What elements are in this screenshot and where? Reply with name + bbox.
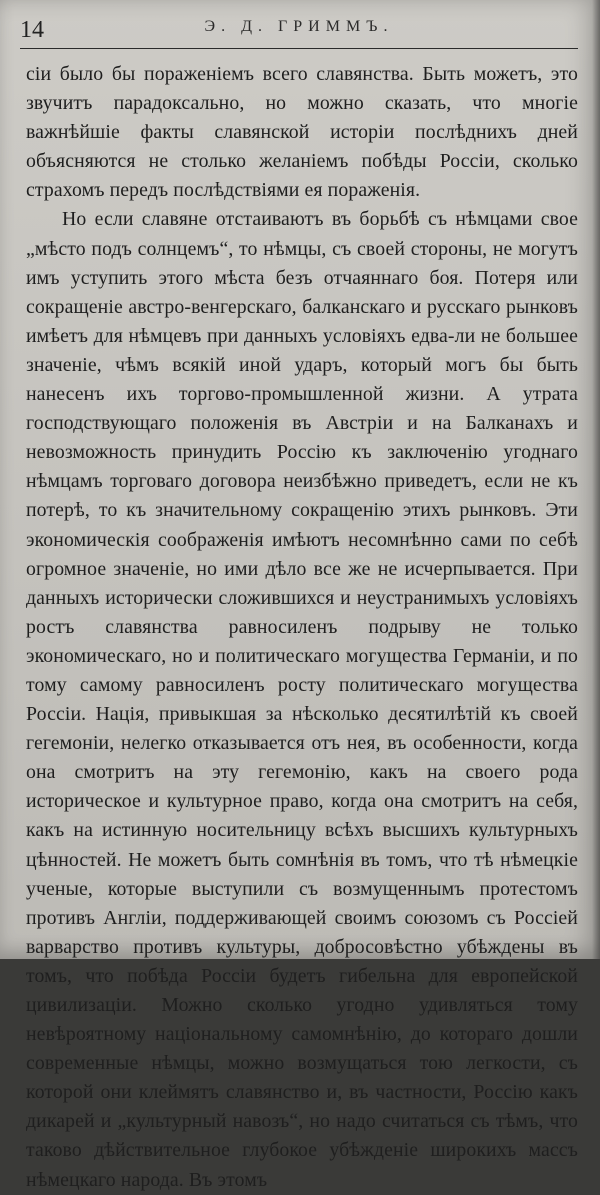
paragraph: Но если славяне отстаиваютъ въ борьбѣ съ нѣмцами свое „мѣсто подъ солнцемъ“, то нѣмцы, съ своей стороны, не могутъ имъ уступить этого мѣста безъ отчаяннаго боя. Потеря или сокращеніе австро-венгерскаго, балканскаго и русскаго рынковъ имѣетъ для нѣмцевъ при данныхъ условіяхъ едва-ли не большее значеніе, чѣмъ всякій иной ударъ, который могъ бы быть нанесенъ ихъ торгово-промышленной жизни. А утрата господствующаго положенія въ Австріи и на Балканахъ и невозможность принудить Россію къ заключенію угоднаго нѣмцамъ торговаго договора неизбѣжно приведетъ, если не къ потерѣ, то къ значительному сокращенію этихъ рынковъ. Эти экономическія соображенія имѣютъ несомнѣнно сами по себѣ огромное значеніе, но ими дѣло все же не исчерпывается. При данныхъ исторически сложившихся и неустранимыхъ условіяхъ ростъ славянства равносиленъ подрыву не только экономическаго, но и политическаго могущества Германіи, и по тому самому равносиленъ росту политическаго могущества Россіи. Нація, привыкшая за нѣсколько десятилѣтій къ своей гегемоніи, нелегко отказывается отъ нея, въ особенности, когда она смотритъ на эту гегемонію, какъ на своего рода историческое и культурное право, когда она смотритъ на себя, какъ на истинную носительницу всѣхъ высшихъ культурныхъ цѣнностей. Не можетъ быть сомнѣнія въ томъ, что тѣ нѣмецкіе ученые, которые выступили съ возмущеннымъ протестомъ противъ Англіи, поддерживающей своимъ союзомъ съ Россіей варварство противъ культуры, добросовѣстно убѣждены въ томъ, что побѣда Россіи будетъ гибельна для европейской цивилизаціи. Можно сколько угодно удивляться тому невѣроятному національному самомнѣнію, до котораго дошли современные нѣмцы, можно возмущаться тою легкости, съ которой они клеймятъ славянство и, въ частности, Россію какъ дикарей и „культурный навозъ“, но надо считаться съ тѣмъ, что таково дѣйствительное глубокое убѣжденіе широкихъ массъ нѣмецкаго народа. Въ этомъ (26, 208, 578, 1191)
page-number: 14 (20, 17, 44, 43)
running-head: Э. Д. ГРИММЪ. (204, 18, 394, 35)
body-text (26, 60, 578, 1195)
paragraph-continued: сіи было бы пораженіемъ всего славянства. Быть можетъ, это звучитъ парадоксально, но можно сказать, что многіе важнѣйшіе факты славянской исторіи послѣднихъ дней объясняются не столько желаніемъ побѣды Россіи, сколько страхомъ передъ послѣдствіями ея пораженія. (26, 63, 578, 202)
page-header (20, 12, 578, 49)
